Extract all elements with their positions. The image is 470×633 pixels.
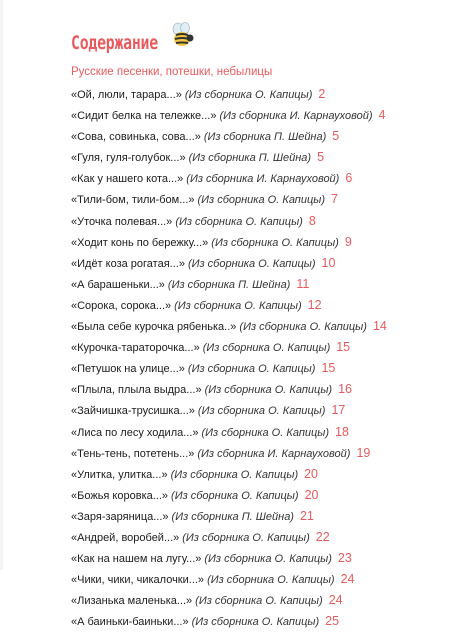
entry-page-number: 22 <box>315 529 330 544</box>
entry-page-number: 11 <box>296 276 310 291</box>
entry-page-number: 20 <box>304 466 319 481</box>
entry-source: (Из сборника О. Капицы) <box>204 553 332 566</box>
entry-page-number: 19 <box>356 445 371 460</box>
toc-entry <box>71 189 387 210</box>
entry-source: (Из сборника О. Капицы) <box>207 574 335 587</box>
entry-page-number: 25 <box>325 614 340 629</box>
entry-title: «Сорока, сорока...» <box>71 299 172 312</box>
entry-source: (Из сборника О. Капицы) <box>202 342 331 355</box>
entry-source: (Из сборника О. Капицы) <box>182 531 310 544</box>
entry-page-number: 24 <box>340 572 355 587</box>
toc-entry <box>71 569 387 590</box>
entry-title: «Сова, совинька, сова...» <box>71 131 201 144</box>
entry-source: (Из сборника О. Капицы) <box>184 89 313 101</box>
toc-entry <box>71 295 387 316</box>
entry-source: (Из сборника О. Капицы) <box>195 595 323 608</box>
toc-entry <box>71 232 387 253</box>
entry-title: «Курочка-тараторочка...» <box>71 342 200 355</box>
entry-title: «Лиса по лесу ходила...» <box>71 426 199 439</box>
bee-icon <box>169 20 195 50</box>
entry-title: «Гуля, гуля-голубок...» <box>71 152 186 165</box>
toc-entry <box>71 379 387 400</box>
toc-entry <box>71 337 387 358</box>
entry-title: «А барашеньки...» <box>71 278 165 291</box>
entry-source: (Из сборника О. Капицы) <box>197 405 326 418</box>
entry-page-number: 15 <box>336 340 351 355</box>
entry-title: «Ой, люли, тарара...» <box>71 89 182 101</box>
entry-source: (Из сборника О. Капицы) <box>191 616 320 629</box>
entry-title: «Тень-тень, потетень...» <box>71 447 195 460</box>
entry-title: «Сидит белка на тележке...» <box>71 110 217 123</box>
entry-title: «Лизанька маленька...» <box>71 595 193 608</box>
toc-entry <box>71 211 387 232</box>
entry-title: «Идёт коза рогатая...» <box>71 257 185 270</box>
entry-source: (Из сборника О. Капицы) <box>201 426 330 439</box>
entry-title: «Петушок на улице...» <box>71 363 185 376</box>
toc-entry <box>71 527 387 548</box>
entry-page-number: 10 <box>321 255 336 270</box>
entry-title: «Заря-заряница...» <box>71 510 169 523</box>
entry-source: (Из сборника И. Карнауховой) <box>197 447 351 460</box>
toc-entry <box>71 168 387 189</box>
entry-title: «Андрей, воробей...» <box>71 531 180 544</box>
entry-title: «Плыла, плыла выдра...» <box>71 384 202 397</box>
entry-page-number: 15 <box>321 361 336 376</box>
entry-title: «Зайчишка-трусишка...» <box>71 405 195 418</box>
entry-title: «А баиньки-баиньки...» <box>71 616 189 629</box>
entry-source: (Из сборника О. Капицы) <box>187 363 316 376</box>
toc-entry <box>71 590 387 611</box>
entry-source: (Из сборника П. Шейна) <box>203 131 327 144</box>
toc-entry <box>71 358 387 379</box>
toc-entry <box>71 422 387 443</box>
entry-page-number: 16 <box>338 382 352 397</box>
entry-source: (Из сборника П. Шейна) <box>167 278 291 291</box>
entry-page-number: 7 <box>331 192 338 207</box>
toc-entry <box>71 548 387 569</box>
entry-page-number: 21 <box>299 508 314 523</box>
toc-entry <box>71 105 387 126</box>
toc-entry <box>71 126 387 147</box>
toc-entry <box>71 506 387 527</box>
entry-title: «Божья коровка...» <box>71 489 169 502</box>
toc-entry <box>71 253 387 274</box>
entry-page-number: 2 <box>318 87 326 101</box>
entry-source: (Из сборника О. Капицы) <box>197 194 326 207</box>
toc-entry <box>71 316 387 337</box>
entry-page-number: 5 <box>317 150 325 165</box>
entry-source: (Из сборника О. Капицы) <box>239 321 367 334</box>
toc-entry <box>71 611 387 632</box>
entry-page-number: 17 <box>331 403 346 418</box>
entry-page-number: 5 <box>332 129 340 144</box>
toc-entry <box>71 84 387 105</box>
entry-source: (Из сборника О. Капицы) <box>170 468 299 481</box>
entry-source: (Из сборника П. Шейна) <box>171 510 294 523</box>
entry-source: (Из сборника П. Шейна) <box>188 152 312 165</box>
entry-page-number: 23 <box>337 551 352 566</box>
entry-page-number: 20 <box>304 487 319 502</box>
entry-source: (Из сборника О. Капицы) <box>187 257 316 270</box>
entry-page-number: 4 <box>378 108 386 123</box>
entry-source: (Из сборника О. Капицы) <box>175 215 303 228</box>
entry-title: «Тили-бом, тили-бом...» <box>71 194 195 207</box>
entry-title: «Улитка, улитка...» <box>71 468 168 481</box>
entry-title: «Чики, чики, чикалочки...» <box>71 574 205 587</box>
toc-entry <box>71 147 387 168</box>
entry-source: (Из сборника О. Капицы) <box>174 299 302 312</box>
entry-page-number: 18 <box>335 424 349 439</box>
entry-source: (Из сборника О. Капицы) <box>204 384 333 397</box>
toc-list <box>71 84 387 632</box>
entry-title: «Была себе курочка рябенька..» <box>71 321 237 334</box>
entry-page-number: 9 <box>344 234 352 249</box>
toc-entry <box>71 274 387 295</box>
entry-title: «Уточка полевая...» <box>71 215 173 228</box>
entry-page-number: 24 <box>328 593 343 608</box>
toc-entry <box>71 400 387 421</box>
entry-source: (Из сборника О. Капицы) <box>211 236 339 249</box>
entry-source: (Из сборника О. Капицы) <box>171 489 299 502</box>
toc-entry <box>71 464 387 485</box>
entry-page-number: 6 <box>345 171 353 186</box>
entry-page-number: 12 <box>307 297 322 312</box>
toc-entry <box>71 485 387 506</box>
section-title: Русские песенки, потешки, небылицы <box>71 66 273 78</box>
entry-source: (Из сборника И. Карнауховой) <box>219 110 373 123</box>
entry-title: «Как у нашего кота...» <box>71 173 184 186</box>
toc-entry <box>71 443 387 464</box>
entry-source: (Из сборника И. Карнауховой) <box>186 173 340 186</box>
entry-title: «Как на нашем на лугу...» <box>71 553 202 566</box>
entry-page-number: 8 <box>308 213 316 228</box>
entry-title: «Ходит конь по бережку...» <box>71 236 209 249</box>
page-title: Содержание <box>71 32 158 54</box>
entry-page-number: 14 <box>372 319 387 334</box>
